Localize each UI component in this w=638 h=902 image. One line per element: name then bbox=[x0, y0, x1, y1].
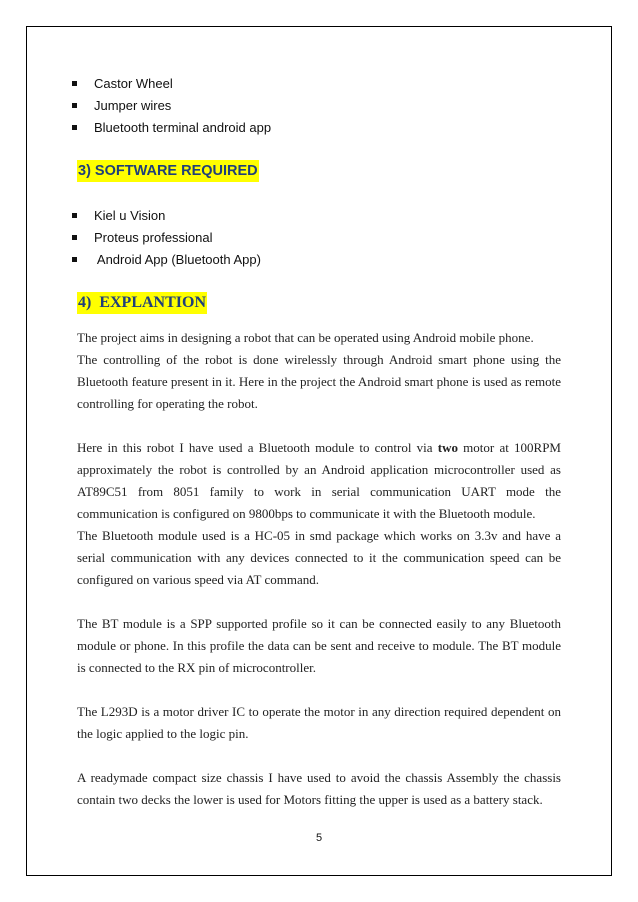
list-item: Proteus professional bbox=[66, 227, 261, 249]
paragraph: The L293D is a motor driver IC to operate the motor in any direction required dependent on the logic applied to the logic pin. bbox=[77, 704, 561, 741]
list-item: Android App (Bluetooth App) bbox=[66, 249, 261, 271]
paragraph: The Bluetooth module used is a HC-05 in smd package which works on 3.3v and have a serial communication with any devices connected to it the communication speed can be configured on various speed via AT command. bbox=[77, 528, 561, 587]
paragraph: The project aims in designing a robot that can be operated using Android mobile phone. bbox=[77, 330, 534, 345]
hardware-list bbox=[66, 73, 271, 139]
list-item: Kiel u Vision bbox=[66, 205, 261, 227]
paragraph: The controlling of the robot is done wirelessly through Android smart phone using the Bluetooth feature present in it. Here in the project the Android smart phone is used as remote controlling for operating the robot. bbox=[77, 352, 561, 411]
page-number: 5 bbox=[315, 832, 323, 844]
paragraph: The BT module is a SPP supported profile so it can be connected easily to any Bluetooth module or phone. In this profile the data can be sent and receive to module. The BT module is connected to the RX pin of microcontroller. bbox=[77, 616, 561, 675]
software-list bbox=[66, 205, 261, 271]
paragraph bbox=[77, 437, 561, 525]
list-item: Castor Wheel bbox=[66, 73, 271, 95]
explanation-body bbox=[77, 327, 561, 811]
list-item: Jumper wires bbox=[66, 95, 271, 117]
paragraph: A readymade compact size chassis I have used to avoid the chassis Assembly the chassis contain two decks the lower is used for Motors fitting the upper is used as a battery stack. bbox=[77, 770, 561, 807]
list-item: Bluetooth terminal android app bbox=[66, 117, 271, 139]
explanation-heading: 4) EXPLANTION bbox=[77, 292, 207, 314]
software-heading: 3) SOFTWARE REQUIRED bbox=[77, 160, 259, 182]
paragraph-text: motor at 100RPM approximately the robot is controlled by an Android application microcontroller used as AT89C51 from 8051 family to work in serial communication UART mode the communication is configured on 9800bps to communicate it with the Bluetooth module. bbox=[77, 440, 561, 521]
emphasis-text: two bbox=[437, 440, 458, 455]
paragraph-text: Here in this robot I have used a Bluetooth module to control via bbox=[77, 440, 438, 455]
